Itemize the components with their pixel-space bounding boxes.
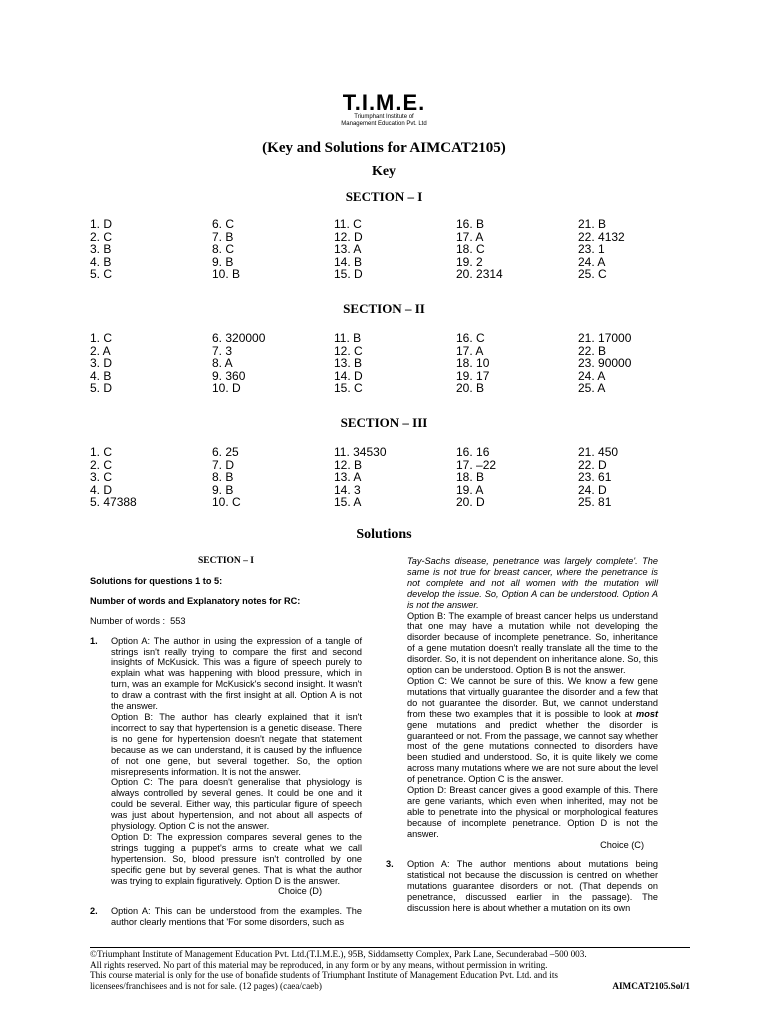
key-entry: 23. 61 [578,470,612,485]
section-3-title: SECTION – III [340,415,428,430]
key-entry: 15. A [334,495,362,510]
key-entry: 23. 1 [578,242,605,257]
footer-last-line [90,981,690,992]
key-entry: 10. B [212,267,241,282]
key-entry: 6. 320000 [212,331,266,345]
option-explanation: Tay-Sachs disease, penetrance was largely complete'. The same is not true for breast cancer, where the penetrance is not complete and not all women with the mutation will develop the issue. So, Option A can be understood. Option A is not the answer. [407,556,658,610]
key-column [90,446,137,509]
question-number: 3. [386,859,394,870]
option-explanation: Option B: The author has clearly explained that it isn't incorrect to say that hypertension is a genetic disease. There is no gene for hypertension doesn't negate that statement because as we can understand, it is caused by the influence of not one gene, but several together. So, the option misrepresents information. It is not the answer. [111,711,362,777]
key-entry: 19. 17 [456,368,490,383]
key-entry: 1. D [90,217,113,231]
answer-choice: Choice (C) [600,839,644,850]
key-entry: 12. B [334,457,363,472]
key-entry: 13. A [334,470,362,485]
key-entry: 2. C [90,457,113,472]
key-entry: 24. A [578,368,606,383]
key-entry: 7. B [212,229,234,244]
key-entry: 18. 10 [456,356,490,371]
emphasis-text: most [636,708,658,719]
key-entry: 4. D [90,482,113,497]
key-entry: 10. C [212,495,241,510]
key-entry: 23. 90000 [578,356,632,371]
key-entry: 22. D [578,457,607,472]
option-explanation [407,676,658,785]
key-entry: 1. C [90,331,113,345]
solution-item-1 [90,636,362,898]
solutions-right-column [386,556,658,914]
key-entry: 9. 360 [212,368,246,383]
option-explanation: Option A: This can be understood from the examples. The author clearly mentions that 'For some disorders, such as [111,906,362,928]
key-entry: 21. B [578,217,607,231]
key-entry: 11. B [334,331,362,345]
option-explanation: Option D: The expression compares several genes to the strings tugging a puppet's arms to create what we call hypertension. So, blood pressure isn't controlled by one specific gene but by several genes. That is what the author was trying to explain figuratively. Option D is the answer. [111,831,362,886]
key-entry: 16. B [456,217,485,231]
key-column [456,446,496,509]
solution-item-2-continued [386,556,658,850]
key-entry: 17. A [456,229,484,244]
solution-item-2 [90,906,362,928]
key-entry: 3. D [90,356,113,371]
key-entry: 5. 47388 [90,495,137,510]
key-entry: 2. C [90,229,113,244]
document-title: (Key and Solutions for AIMCAT2105) [262,140,506,156]
key-entry: 5. C [90,267,113,282]
footer [90,949,690,991]
answer-choice: Choice (D) [278,886,322,897]
footer-divider [90,947,690,948]
key-entry: 6. C [212,217,235,231]
key-entry: 10. D [212,381,241,396]
key-entry: 25. A [578,381,606,396]
footer-licensees: licensees/franchisees and is not for sale. (12 pages) (caea/caeb) [90,980,322,991]
key-entry: 16. 16 [456,445,490,459]
key-entry: 8. A [212,356,233,371]
solutions-left-column [90,556,362,928]
key-entry: 7. 3 [212,343,233,358]
key-entry: 11. C [334,217,362,231]
key-column [334,332,363,395]
key-entry: 15. C [334,381,363,396]
key-column [90,332,112,395]
solution-item-3 [386,859,658,914]
key-column [334,218,363,281]
section-2-title: SECTION – II [343,301,425,316]
key-entry: 16. C [456,331,485,345]
key-entry: 14. 3 [334,482,361,497]
key-column [212,218,240,281]
key-entry: 14. D [334,368,363,383]
key-entry: 3. C [90,470,113,485]
footer-copyright: ©Triumphant Institute of Management Education Pvt. Ltd.(T.I.M.E.), 95B, Siddamsetty Complex, Park Lane, Secunderabad –500 003. [90,949,587,959]
key-column [456,332,489,395]
key-entry: 21. 17000 [578,331,632,345]
key-entry: 2. A [90,343,111,358]
key-entry: 3. B [90,242,112,257]
key-entry: 9. B [212,482,234,497]
key-entry: 20. D [456,495,485,510]
questions-heading: Solutions for questions 1 to 5: [90,575,223,586]
key-entry: 17. A [456,343,484,358]
key-entry: 18. C [456,242,485,257]
option-explanation: Option A: The author in using the expression of a tangle of strings isn't really trying to compare the first and second insights of McKusick. This was a figure of speech purely to explain what was happening with blood pressure, which in turn, was an example for McKusick's second insight. It wasn't to draw a contrast with the first insight at all. Option A is not the answer. [111,635,362,712]
word-count-value: 553 [170,615,186,626]
key-column [212,332,265,395]
key-column [578,218,625,281]
key-entry: 19. A [456,482,484,497]
option-explanation: Option A: The author mentions about mutations being statistical not because the discussion is centred on whether mutations guarantee disorders or not. (That depends on penetrance, discussed earlier in the passage). The discussion here is about whether a mutation on its own [407,859,658,914]
option-text: Option C: We cannot be sure of this. We know a few gene mutations that virtually guarantee the disorder and a few that do not guarantee the disorder. But, we cannot understand from these two examples that it is possible to look at [407,675,658,719]
key-column [578,332,631,395]
key-entry: 8. B [212,470,234,485]
key-entry: 18. B [456,470,485,485]
key-entry: 1. C [90,445,113,459]
key-column [90,218,112,281]
key-column [212,446,241,509]
key-entry: 5. D [90,381,113,396]
key-entry: 12. D [334,229,363,244]
question-number: 1. [90,635,98,646]
key-entry: 8. C [212,242,235,257]
key-entry: 11. 34530 [334,445,387,459]
time-logo [0,92,768,128]
logo-mark: T.I.M.E. [342,90,426,115]
page-code: AIMCAT2105.Sol/1 [612,980,690,991]
logo-subtitle-1: Triumphant Institute of [354,114,414,120]
key-entry: 12. C [334,343,363,358]
key-entry: 19. 2 [456,254,483,269]
key-column [334,446,387,509]
key-entry: 7. D [212,457,235,472]
key-entry: 22. 4132 [578,229,625,244]
left-section-title: SECTION – I [198,556,254,566]
key-entry: 6. 25 [212,445,239,459]
key-column [578,446,618,509]
option-text: gene mutations and predict whether the disorder is guaranteed or not. From the passage, we cannot say whether most of the gene mutations connected to disorders have been studied and understood. So, it is quite likely we come across many mutations where we are not sure about the level of penetrance. Option C is the answer. [407,719,658,785]
word-count: Number of words : 553 [90,615,186,626]
key-entry: 9. B [212,254,234,269]
key-entry: 24. A [578,254,606,269]
key-column [456,218,503,281]
footer-rights: All rights reserved. No part of this material may be reproduced, in any form or by any means, without permission in writing. [90,959,548,970]
option-explanation: Option B: The example of breast cancer helps us understand that one may have a mutation while not developing the disorder because of incomplete penetrance. So, inheritance of a gene mutation doesn't really translate all the time to the disorder. So, it is not dependent on inheritance alone. So, this option can be understood. Option B is not the answer. [407,610,658,676]
key-entry: 22. B [578,343,607,358]
key-entry: 15. D [334,267,363,282]
key-heading: Key [371,164,397,179]
key-entry: 24. D [578,482,607,497]
key-entry: 25. 81 [578,495,612,510]
option-explanation: Option D: Breast cancer gives a good example of this. There are gene variants, which even when inherited, may not be able to penetrate into the physical or morphological features because of incomplete penetrance. Option D is not the answer. [407,785,658,839]
key-entry: 17. –22 [456,457,497,472]
key-entry: 14. B [334,254,363,269]
solutions-heading: Solutions [356,527,412,542]
option-explanation: Option C: The para doesn't generalise that physiology is always controlled by several genes. It could be one and it could be several. Either way, this particular figure of speech was just about hypertension, and not about all aspects of physiology. Option C is not the answer. [111,777,362,832]
key-entry: 25. C [578,267,607,282]
key-entry: 4. B [90,368,112,383]
question-number: 2. [90,906,98,917]
key-entry: 21. 450 [578,445,619,459]
key-entry: 13. B [334,356,363,371]
logo-subtitle-2: Management Education Pvt. Ltd [341,121,427,127]
word-count-label: Number of words [90,615,160,626]
footer-usage-note: This course material is only for the use of bonafide students of Triumphant Institute of Management Education Pvt. Ltd. and its [90,970,558,980]
key-entry: 4. B [90,254,112,269]
key-entry: 13. A [334,242,362,257]
key-entry: 20. B [456,381,485,396]
rc-heading: Number of words and Explanatory notes for RC: [90,595,301,606]
section-1-title: SECTION – I [345,189,423,204]
key-entry: 20. 2314 [456,267,503,282]
